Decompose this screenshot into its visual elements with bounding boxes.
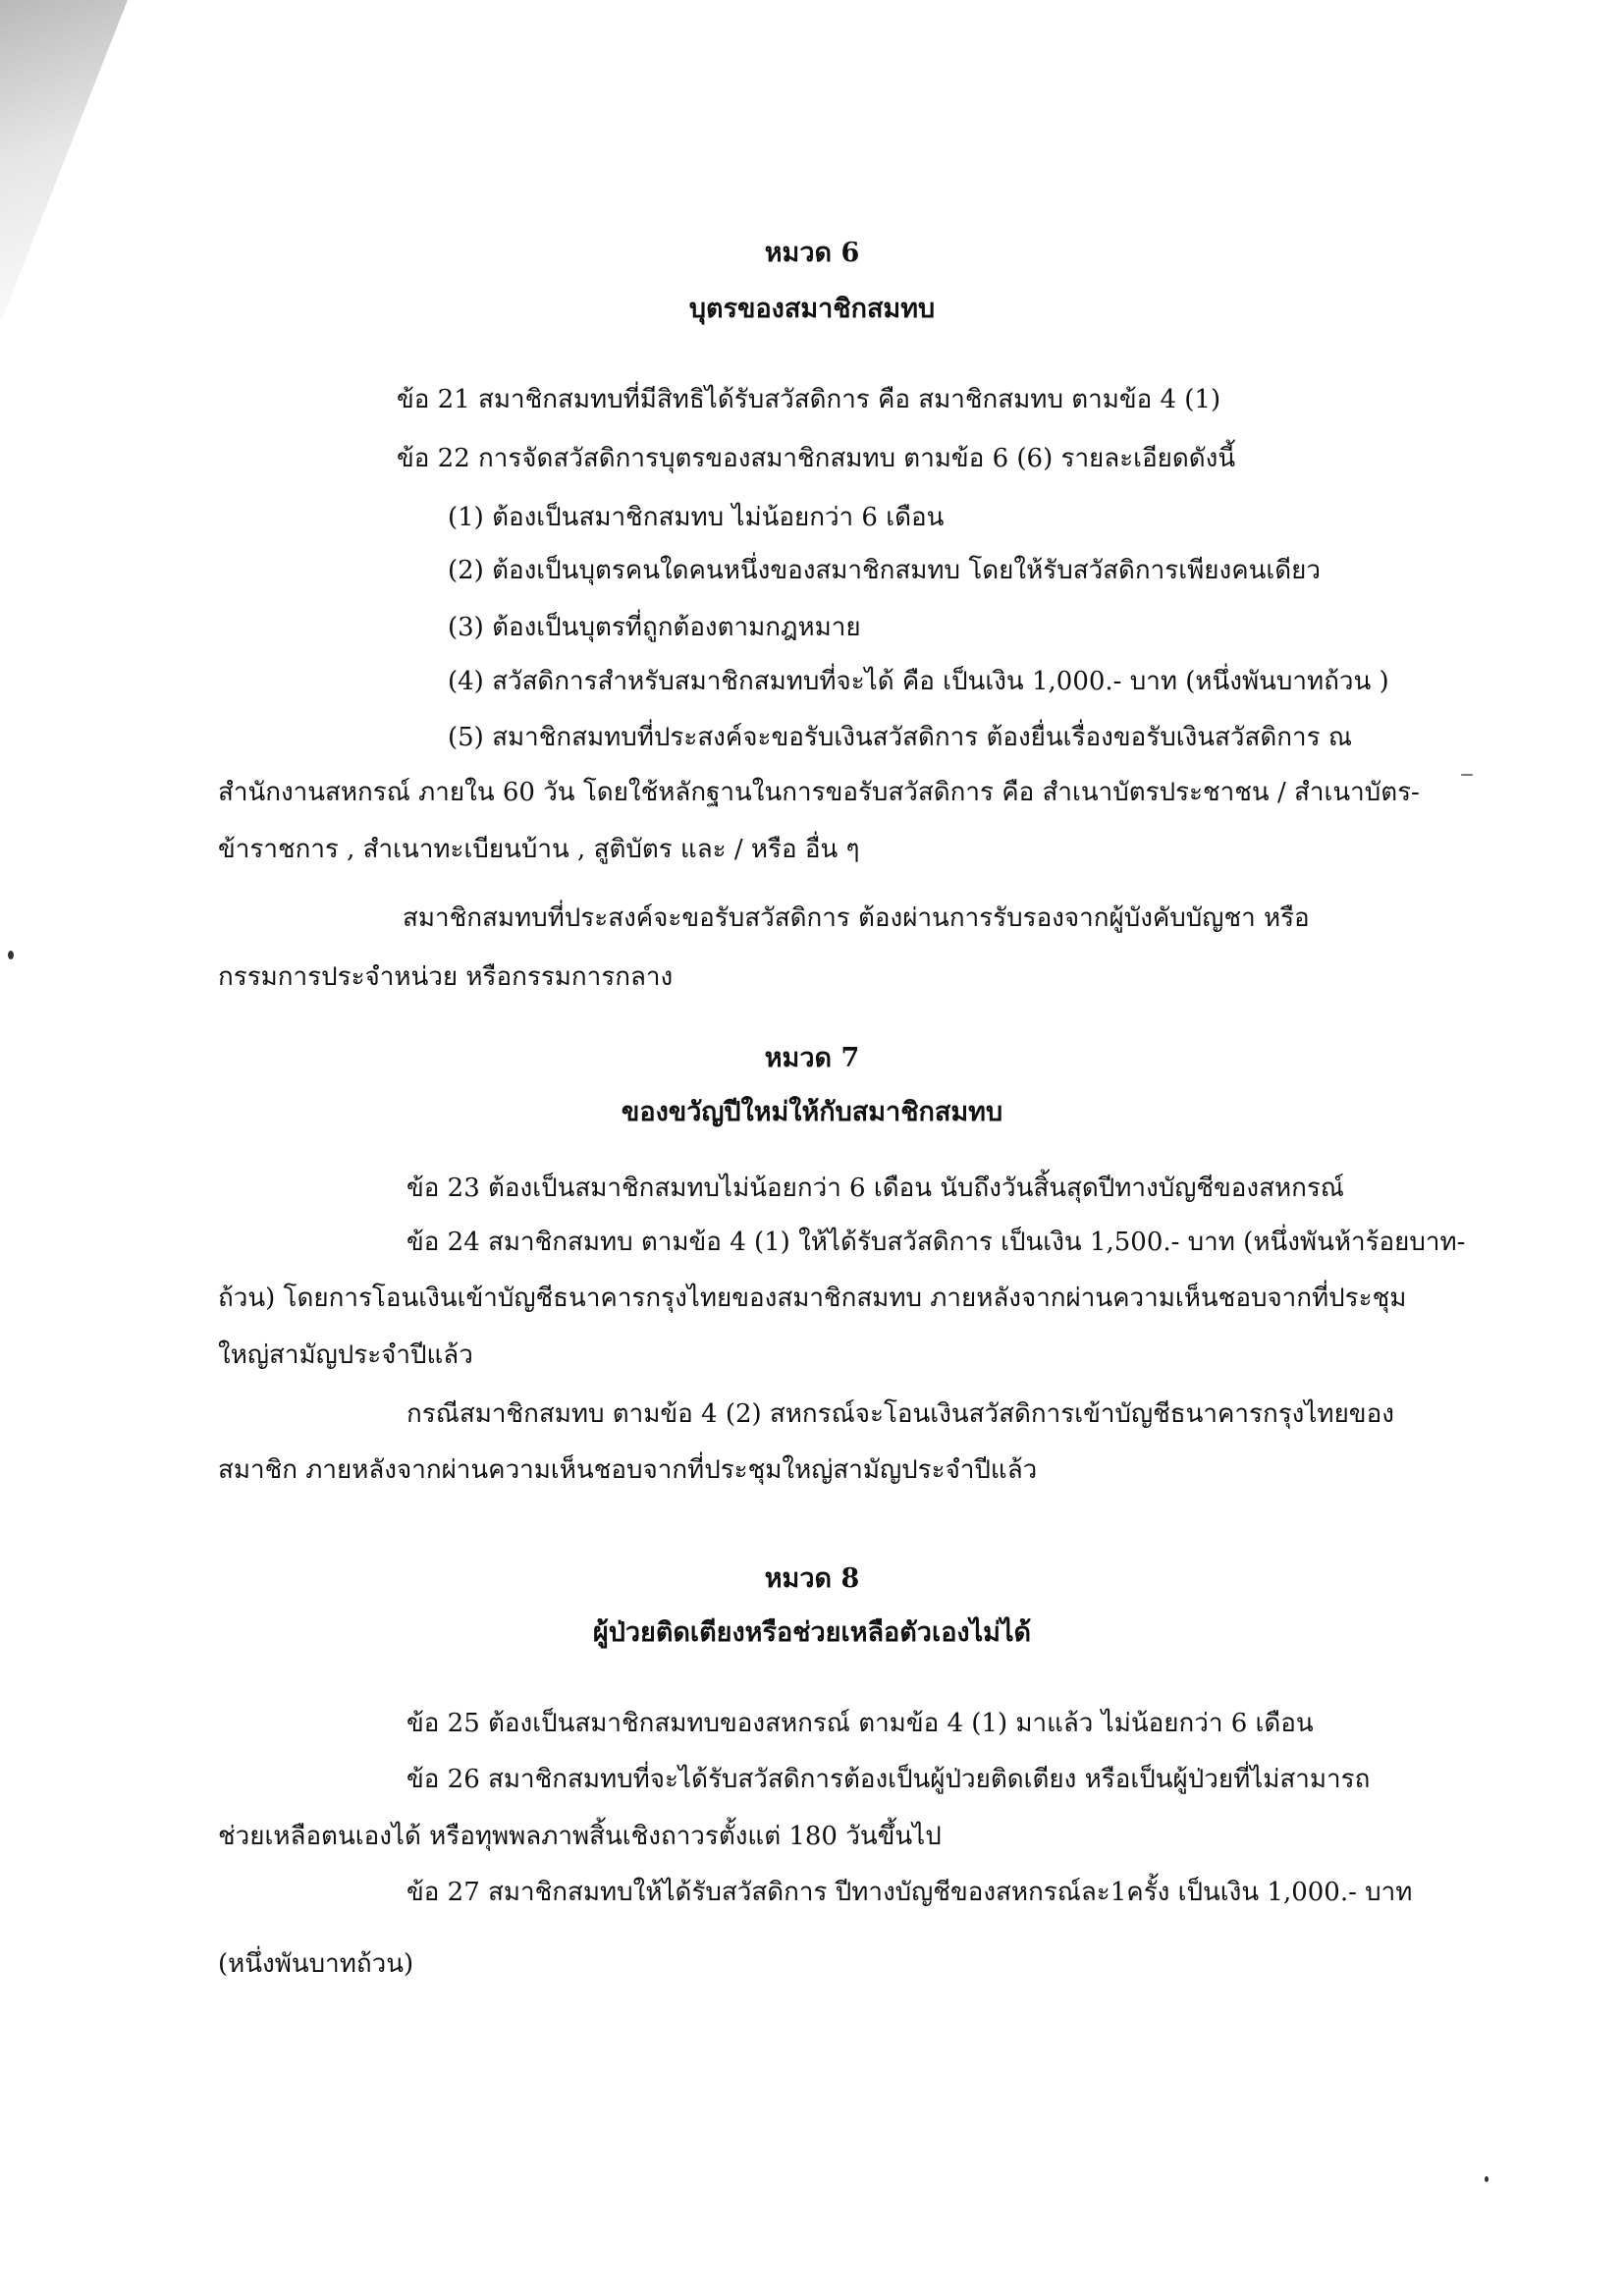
clause-line: ข้อ 26 สมาชิกสมทบที่จะได้รับสวัสดิการต้องเป็นผู้ป่วยติดเตียง หรือเป็นผู้ป่วยที่ไม่สามารถ <box>406 1765 1371 1794</box>
chapter-heading: หมวด 8 <box>764 1563 860 1594</box>
chapter-title: บุตรของสมาชิกสมทบ <box>688 294 936 324</box>
clause-line: ข้อ 22 การจัดสวัสดิการบุตรของสมาชิกสมทบ ตามข้อ 6 (6) รายละเอียดดังนี้ <box>397 444 1236 473</box>
sub-item: (2) ต้องเป็นบุตรคนใดคนหนึ่งของสมาชิกสมทบ โดยให้รับสวัสดิการเพียงคนเดียว <box>448 556 1321 585</box>
chapter-title: ของขวัญปีใหม่ให้กับสมาชิกสมทบ <box>621 1097 1003 1127</box>
clause-line: ข้อ 24 สมาชิกสมทบ ตามข้อ 4 (1) ให้ได้รับสวัสดิการ เป็นเงิน 1,500.- บาท (หนึ่งพันห้าร้อยบาท- <box>406 1228 1466 1257</box>
clause-line: ข้อ 23 ต้องเป็นสมาชิกสมทบไม่น้อยกว่า 6 เดือน นับถึงวันสิ้นสุดปีทางบัญชีของสหกรณ์ <box>406 1174 1344 1203</box>
chapter-heading: หมวด 6 <box>764 238 860 268</box>
chapter-heading: หมวด 7 <box>764 1043 860 1073</box>
body-line: สำนักงานสหกรณ์ ภายใน 60 วัน โดยใช้หลักฐานในการขอรับสวัสดิการ คือ สำเนาบัตรประชาชน / สำเนาบัตร- <box>218 778 1420 807</box>
clause-line: ข้อ 21 สมาชิกสมทบที่มีสิทธิได้รับสวัสดิการ คือ สมาชิกสมทบ ตามข้อ 4 (1) <box>397 385 1221 414</box>
body-line: กรรมการประจำหน่วย หรือกรรมการกลาง <box>218 962 674 992</box>
clause-line: ข้อ 27 สมาชิกสมทบให้ได้รับสวัสดิการ ปีทางบัญชีของสหกรณ์ละ1ครั้ง เป็นเงิน 1,000.- บาท <box>406 1878 1413 1907</box>
body-line: ช่วยเหลือตนเองได้ หรือทุพพลภาพสิ้นเชิงถาวรตั้งแต่ 180 วันขึ้นไป <box>218 1822 942 1851</box>
sub-item: (1) ต้องเป็นสมาชิกสมทบ ไม่น้อยกว่า 6 เดือน <box>448 503 945 532</box>
chapter-title: ผู้ป่วยติดเตียงหรือช่วยเหลือตัวเองไม่ได้ <box>592 1617 1032 1648</box>
sub-item: (5) สมาชิกสมทบที่ประสงค์จะขอรับเงินสวัสดิการ ต้องยื่นเรื่องขอรับเงินสวัสดิการ ณ <box>448 723 1352 752</box>
body-line: ถ้วน) โดยการโอนเงินเข้าบัญชีธนาคารกรุงไทยของสมาชิกสมทบ ภายหลังจากผ่านความเห็นชอบจากที่ประชุม <box>218 1284 1407 1313</box>
sub-item: (4) สวัสดิการสำหรับสมาชิกสมทบที่จะได้ คือ เป็นเงิน 1,000.- บาท (หนึ่งพันบาทถ้วน ) <box>448 667 1389 696</box>
body-line: สมาชิก ภายหลังจากผ่านความเห็นชอบจากที่ประชุมใหญ่สามัญประจำปีแล้ว <box>218 1455 1038 1485</box>
clause-line: ข้อ 25 ต้องเป็นสมาชิกสมทบของสหกรณ์ ตามข้อ 4 (1) มาแล้ว ไม่น้อยกว่า 6 เดือน <box>406 1709 1314 1738</box>
sub-item: (3) ต้องเป็นบุตรที่ถูกต้องตามกฎหมาย <box>448 613 861 642</box>
body-line: ใหญ่สามัญประจำปีแล้ว <box>218 1340 473 1370</box>
body-line: กรณีสมาชิกสมทบ ตามข้อ 4 (2) สหกรณ์จะโอนเงินสวัสดิการเข้าบัญชีธนาคารกรุงไทยของ <box>406 1399 1394 1429</box>
body-line: ข้าราชการ , สำเนาทะเบียนบ้าน , สูติบัตร และ / หรือ อื่น ๆ <box>218 835 860 864</box>
body-line: (หนึ่งพันบาทถ้วน) <box>218 1949 414 1979</box>
body-line: สมาชิกสมทบที่ประสงค์จะขอรับสวัสดิการ ต้องผ่านการรับรองจากผู้บังคับบัญชา หรือ <box>403 903 1310 933</box>
